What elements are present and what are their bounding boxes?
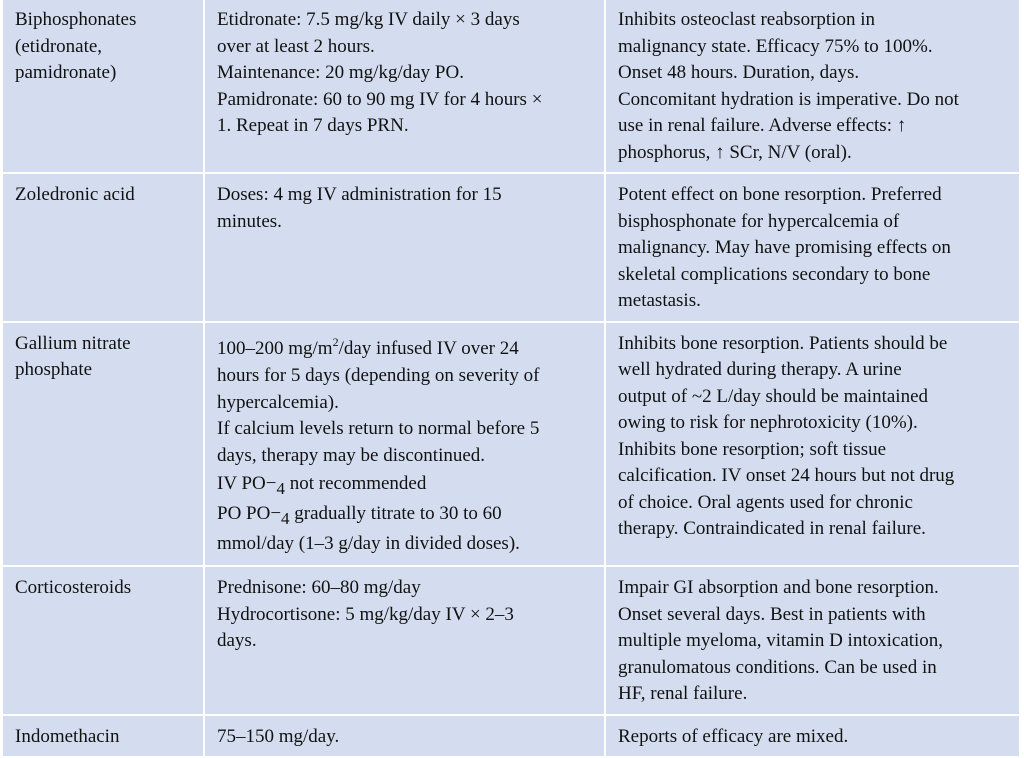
cell-text: Biphosphonates — [15, 9, 137, 30]
agent-cell — [2, 0, 204, 173]
cell-text: phosphate — [15, 359, 93, 380]
cell-text: skeletal complications secondary to bone — [618, 263, 931, 285]
comments-cell — [605, 322, 1020, 567]
comments-cell — [605, 566, 1020, 715]
agent-cell — [2, 566, 204, 715]
cell-text: Corticosteroids — [15, 577, 132, 598]
cell-text: If calcium levels return to normal before 5 — [217, 418, 540, 439]
cell-text: Inhibits bone resorption. Patients should be — [618, 332, 948, 354]
cell-text: Zoledronic acid — [15, 184, 135, 205]
text-fragment: 100–200 mg/m — [217, 337, 333, 359]
dose-cell — [204, 322, 605, 567]
cell-text: Concomitant hydration is imperative. Do not — [618, 88, 959, 110]
cell-text: over at least 2 hours. — [217, 35, 375, 57]
subscript: 4 — [281, 509, 290, 528]
cell-text: Inhibits bone resorption; soft tissue — [618, 438, 887, 460]
cell-text: pamidronate) — [15, 62, 117, 83]
cell-text: Indomethacin — [15, 725, 120, 747]
cell-text: use in renal failure. Adverse effects: ↑ — [618, 115, 907, 136]
dose-cell — [204, 566, 605, 715]
cell-text: of choice. Oral agents used for chronic — [618, 491, 913, 513]
cell-text: days. — [217, 630, 257, 651]
cell-text: malignancy. May have promising effects on — [618, 237, 951, 258]
dose-cell — [204, 173, 605, 322]
cell-text: therapy. Contraindicated in renal failure. — [618, 518, 926, 539]
dose-cell — [204, 0, 605, 173]
cell-text: well hydrated during therapy. A urine — [618, 359, 902, 380]
cell-text: metastasis. — [618, 290, 701, 311]
cell-text: output of ~2 L/day should be maintained — [618, 385, 929, 407]
cell-text: Pamidronate: 60 to 90 mg IV for 4 hours × — [217, 88, 543, 110]
superscript: 2 — [332, 334, 339, 349]
cell-text — [217, 469, 594, 499]
cell-text: malignancy state. Efficacy 75% to 100%. — [618, 35, 933, 57]
cell-text: Etidronate: 7.5 mg/kg IV daily × 3 days — [217, 9, 520, 30]
cell-text: minutes. — [217, 210, 282, 232]
cell-text: owing to risk for nephrotoxicity (10%). — [618, 412, 918, 433]
cell-text — [217, 499, 594, 529]
comments-cell — [605, 0, 1020, 173]
cell-text: mmol/day (1–3 g/day in divided doses). — [217, 533, 520, 554]
cell-text: phosphorus, ↑ SCr, N/V (oral). — [618, 141, 852, 163]
cell-text: Doses: 4 mg IV administration for 15 — [217, 184, 502, 205]
table-row — [2, 173, 1020, 322]
cell-text: calcification. IV onset 24 hours but not drug — [618, 465, 955, 486]
cell-text: multiple myeloma, vitamin D intoxication, — [618, 630, 944, 651]
cell-text: Impair GI absorption and bone resorption. — [618, 577, 939, 598]
cell-text: hours for 5 days (depending on severity of — [217, 365, 540, 386]
cell-text: Gallium nitrate — [15, 332, 131, 354]
cell-text — [217, 336, 594, 364]
text-fragment: IV PO− — [217, 473, 277, 494]
table-row — [2, 566, 1020, 715]
cell-text: days, therapy may be discontinued. — [217, 444, 486, 466]
cell-text: Potent effect on bone resorption. Preferred — [618, 184, 942, 205]
cell-text: Reports of efficacy are mixed. — [618, 725, 849, 747]
cell-text: Onset 48 hours. Duration, days. — [618, 62, 860, 83]
agent-cell — [2, 322, 204, 567]
cell-text: hypercalcemia). — [217, 391, 339, 413]
agent-cell — [2, 173, 204, 322]
cell-text: Hydrocortisone: 5 mg/kg/day IV × 2–3 — [217, 603, 514, 625]
cell-text: 1. Repeat in 7 days PRN. — [217, 115, 409, 136]
cell-text: Prednisone: 60–80 mg/day — [217, 577, 421, 598]
text-fragment: gradually titrate to 30 to 60 — [289, 503, 502, 524]
comments-cell — [605, 173, 1020, 322]
drug-therapy-table — [1, 0, 1021, 758]
subscript: 4 — [276, 479, 285, 498]
cell-text: Maintenance: 20 mg/kg/day PO. — [217, 62, 464, 83]
cell-text: HF, renal failure. — [618, 683, 748, 704]
text-fragment: /day infused IV over 24 — [338, 337, 519, 359]
cell-text: Inhibits osteoclast reabsorption in — [618, 9, 875, 30]
cell-text: granulomatous conditions. Can be used in — [618, 656, 937, 678]
cell-text: (etidronate, — [15, 35, 103, 57]
cell-text: 75–150 mg/day. — [217, 725, 340, 747]
cell-text: Onset several days. Best in patients with — [618, 603, 926, 625]
text-fragment: not recommended — [284, 473, 427, 494]
cell-text: bisphosphonate for hypercalcemia of — [618, 210, 900, 232]
text-fragment: PO PO− — [217, 503, 282, 524]
table-row — [2, 322, 1020, 567]
table-row — [2, 0, 1020, 173]
